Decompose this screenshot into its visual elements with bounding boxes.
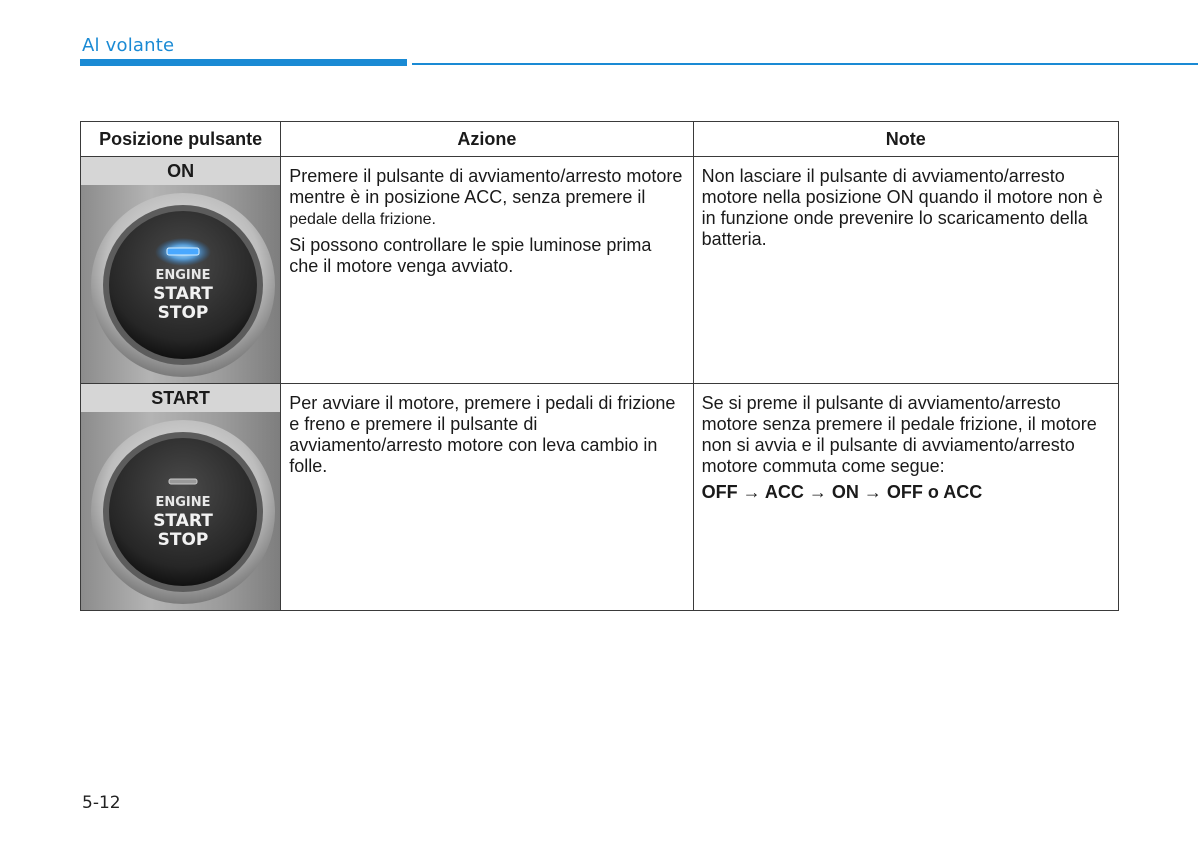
engine-start-button-icon <box>81 185 280 383</box>
section-title: Al volante <box>82 35 175 56</box>
button-text-stop: STOP <box>157 303 209 323</box>
action-start-paragraph-1: Per avviare il motore, premere i pedali di frizione e freno e premere il pulsante di avviamento/arresto motore con leva cambio in folle. <box>289 393 676 476</box>
button-text-start: START <box>153 284 213 304</box>
action-on-paragraph-1: Premere il pulsante di avviamento/arresto motore mentre è in posizione ACC, senza premere il pedale della frizione. <box>289 166 683 228</box>
engine-start-button-icon <box>81 412 280 610</box>
position-cell-start <box>81 384 281 611</box>
button-text-stop: STOP <box>157 530 209 550</box>
position-cell-on <box>81 157 281 384</box>
header-position: Posizione pulsante <box>81 122 281 157</box>
table-row-start <box>81 384 1119 611</box>
engine-start-button-start-illustration <box>81 412 280 610</box>
page-number: 5-12 <box>82 793 121 813</box>
start-stop-table <box>80 121 1119 611</box>
engine-start-button-on-illustration <box>81 185 280 383</box>
lit-blue-led-icon <box>167 248 199 255</box>
table-row-on <box>81 157 1119 384</box>
header-action: Azione <box>281 122 693 157</box>
position-label-start: START <box>81 384 280 412</box>
button-text-start: START <box>153 511 213 531</box>
position-label-on: ON <box>81 157 280 185</box>
unlit-led-icon <box>169 479 197 484</box>
header-rule-thin <box>412 63 1198 65</box>
note-start-state-sequence: OFF → ACC → ON → OFF o ACC <box>701 482 983 502</box>
header-note: Note <box>693 122 1118 157</box>
action-cell-start <box>281 384 693 611</box>
header-rule-thick <box>80 59 407 66</box>
note-cell-start <box>693 384 1118 611</box>
button-text-engine: ENGINE <box>155 495 211 510</box>
note-start-paragraph-1: Se si preme il pulsante di avviamento/arresto motore senza premere il pedale frizione, il motore non si avvia e il pulsante di avviamento/arresto motore commuta come segue: <box>701 393 1097 476</box>
action-on-paragraph-2: Si possono controllare le spie luminose prima che il motore venga avviato. <box>289 235 652 276</box>
action-cell-on <box>281 157 693 384</box>
table-header-row <box>81 122 1119 157</box>
button-text-engine: ENGINE <box>155 268 211 283</box>
note-on-paragraph-1: Non lasciare il pulsante di avviamento/arresto motore nella posizione ON quando il motore non è in funzione onde prevenire lo scaricamento della batteria. <box>701 166 1103 249</box>
note-cell-on <box>693 157 1118 384</box>
